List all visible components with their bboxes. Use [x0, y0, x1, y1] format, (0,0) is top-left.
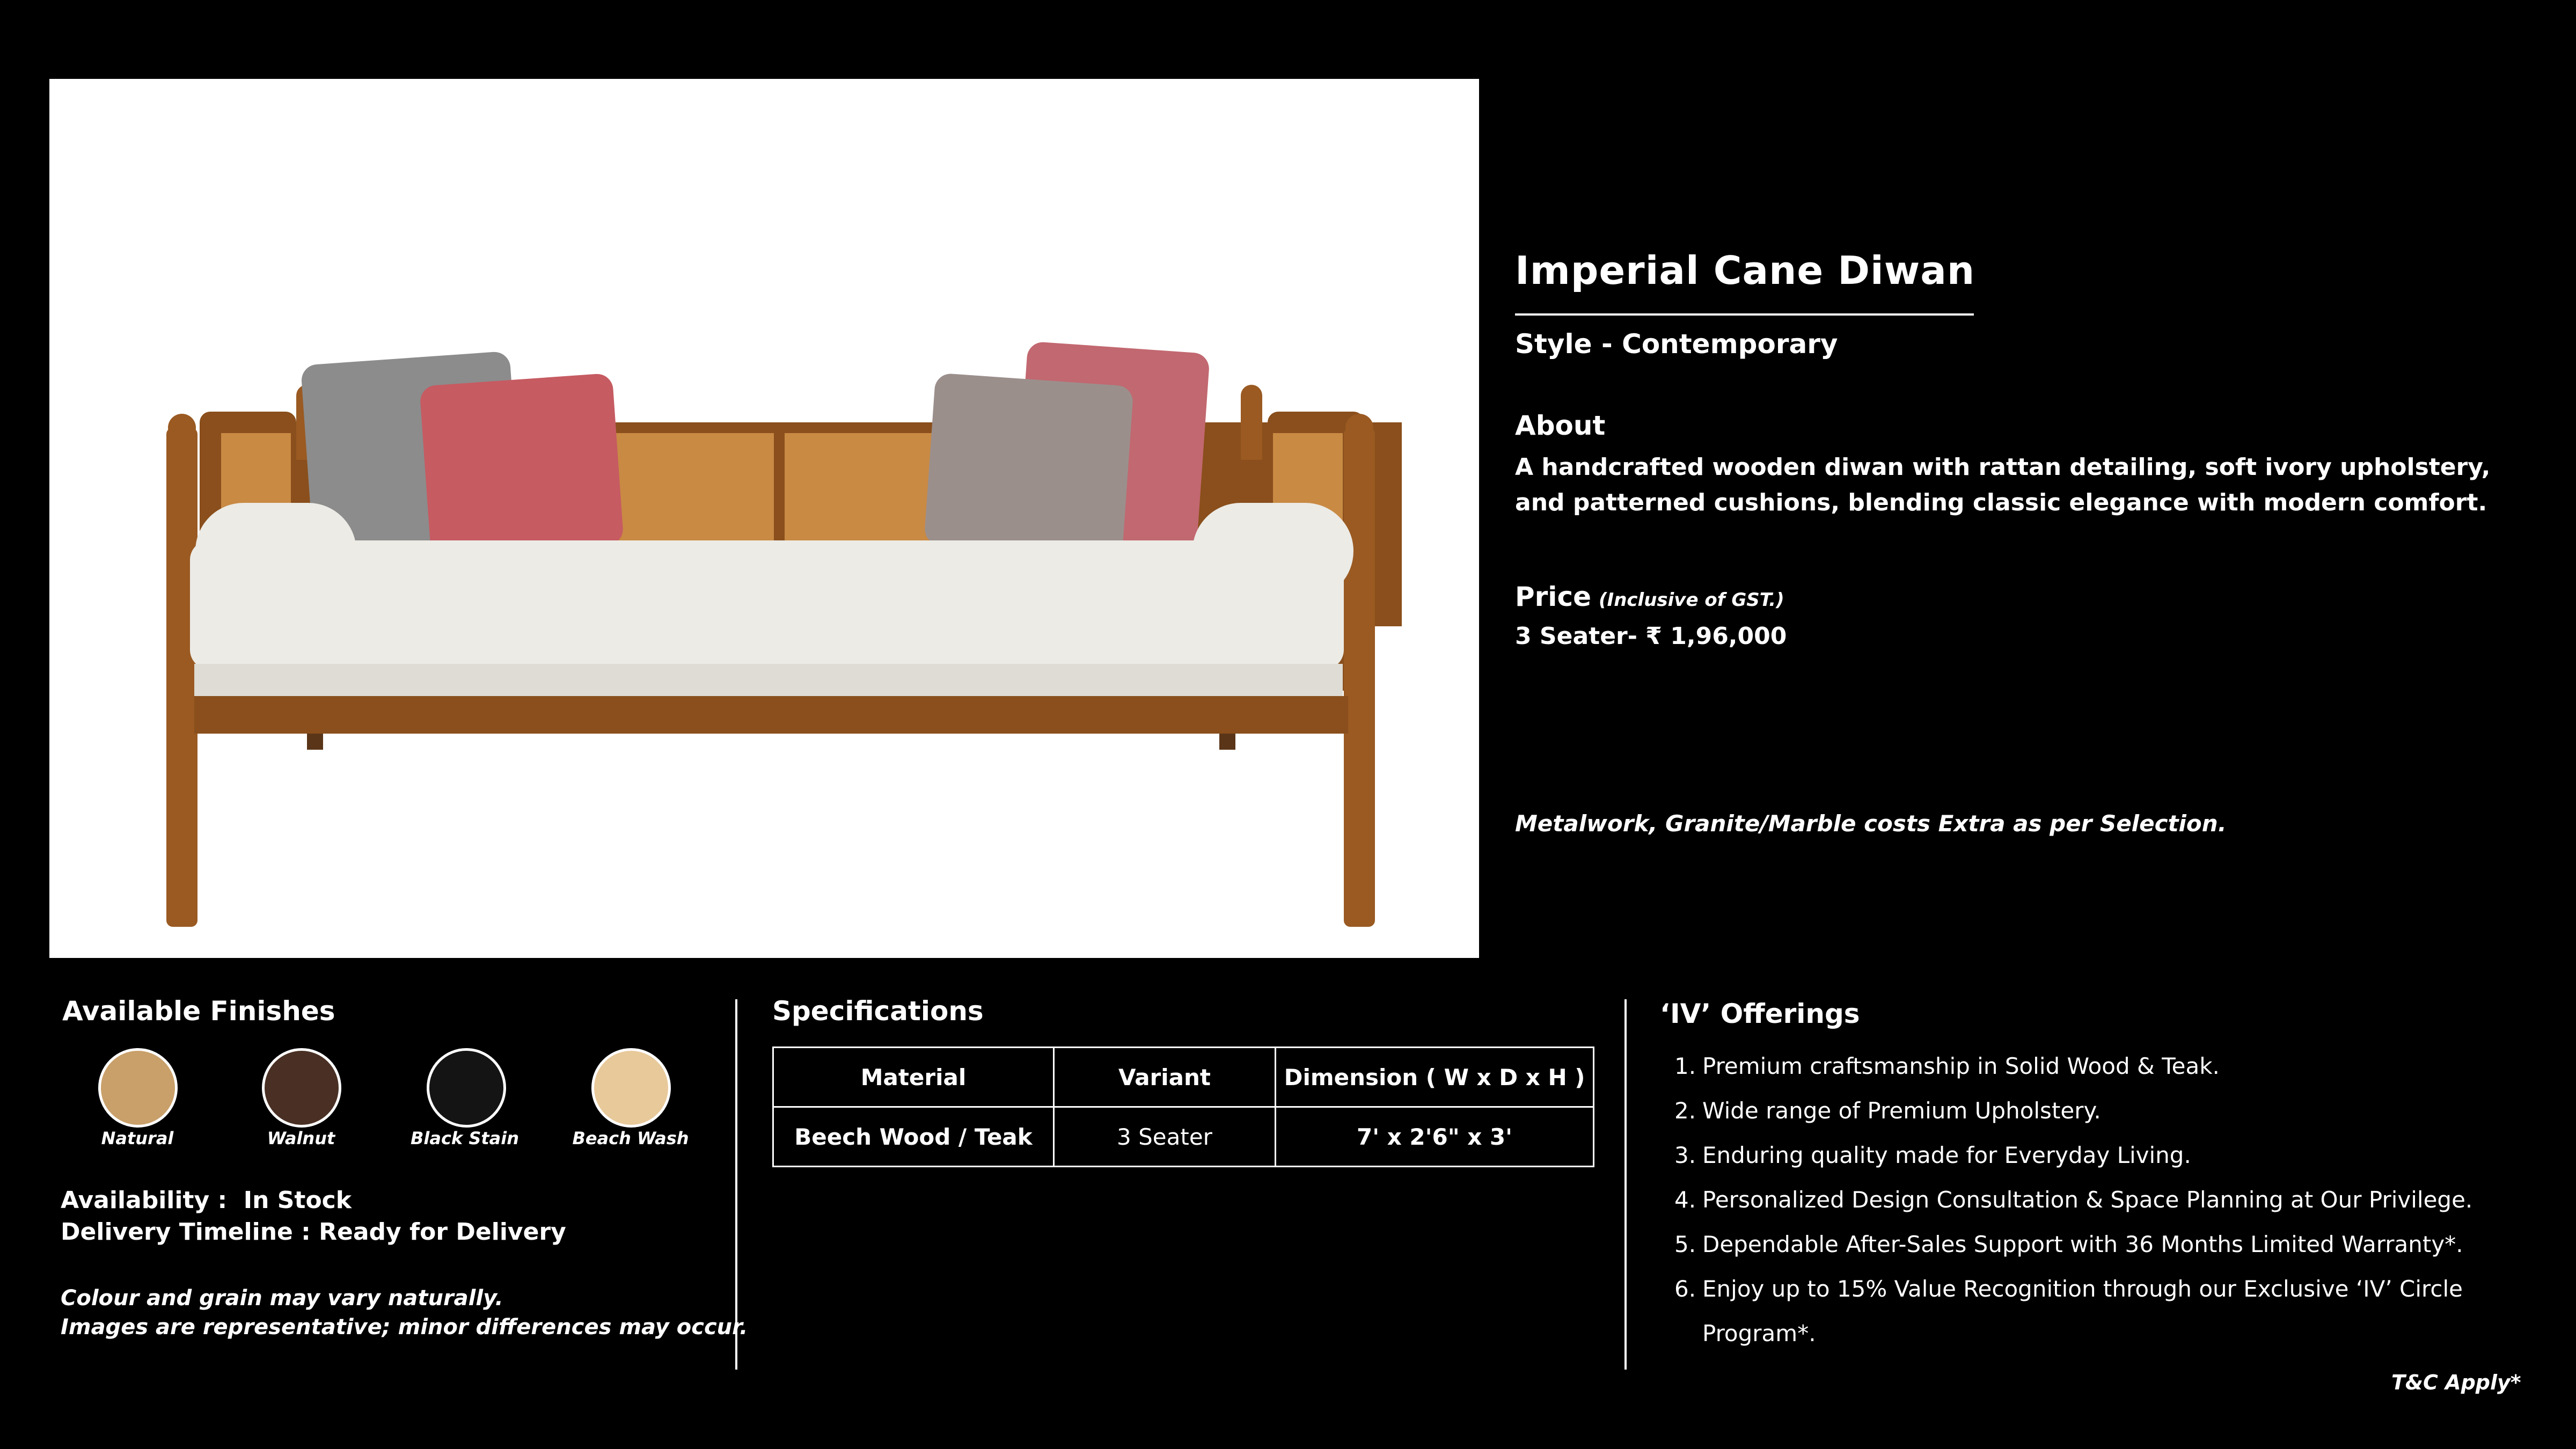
finishes-heading: Available Finishes: [62, 996, 335, 1027]
list-item: 6. Enjoy up to 15% Value Recognition through our Exclusive ‘IV’ Circle Program*.: [1674, 1267, 2533, 1356]
cell-dimension: 7' x 2'6" x 3': [1276, 1107, 1594, 1167]
offering-text: Premium craftsmanship in Solid Wood & Teak.: [1702, 1053, 2220, 1079]
about-text: A handcrafted wooden diwan with rattan detailing, soft ivory upholstery, and patterned cushions, blending classic elegance with modern comfort.: [1515, 453, 2491, 516]
grain-note: Colour and grain may vary naturally.: [61, 1286, 503, 1311]
list-item: 5. Dependable After-Sales Support with 36 Months Limited Warranty*.: [1674, 1222, 2533, 1267]
offering-text: Personalized Design Consultation & Space Planning at Our Privilege.: [1702, 1187, 2473, 1213]
finish-swatch-black-stain[interactable]: [427, 1048, 506, 1128]
delivery-timeline: Delivery Timeline : Ready for Delivery: [61, 1218, 566, 1246]
table-header-row: [773, 1048, 1594, 1107]
specifications-table: [772, 1046, 1594, 1167]
offerings-heading: ‘IV’ Offerings: [1660, 998, 1860, 1029]
about-heading: About: [1515, 410, 1606, 441]
extra-cost-note: Metalwork, Granite/Marble costs Extra as per Selection.: [1515, 810, 2227, 837]
finish-label: Black Stain: [410, 1128, 519, 1148]
availability-status: Availability : In Stock: [61, 1187, 352, 1214]
finish-label: Natural: [101, 1128, 174, 1148]
offering-text: Enduring quality made for Everyday Living.: [1702, 1142, 2191, 1168]
offering-text: Enjoy up to 15% Value Recognition through our Exclusive ‘IV’ Circle Program*.: [1702, 1276, 2463, 1346]
finish-label: Beach Wash: [572, 1128, 689, 1148]
title-underline: [1515, 313, 1974, 316]
specifications-heading: Specifications: [772, 996, 984, 1027]
section-divider: [735, 999, 737, 1370]
terms-note: T&C Apply*: [2391, 1371, 2521, 1394]
image-note: Images are representative; minor differences may occur.: [61, 1315, 748, 1340]
column-header-dimension: Dimension ( W x D x H ): [1276, 1048, 1594, 1107]
price-heading-label: Price: [1515, 581, 1591, 612]
product-image: [49, 79, 1479, 958]
cell-variant: 3 Seater: [1054, 1107, 1276, 1167]
list-item: 2. Wide range of Premium Upholstery.: [1674, 1088, 2533, 1133]
finish-swatch-natural[interactable]: [98, 1048, 178, 1128]
finish-label: Walnut: [267, 1128, 335, 1148]
cell-material: Beech Wood / Teak: [773, 1107, 1054, 1167]
column-header-variant: Variant: [1054, 1048, 1276, 1107]
offerings-list: [1674, 1044, 2533, 1356]
diwan-illustration: [49, 79, 1479, 958]
list-item: 1. Premium craftsmanship in Solid Wood & Teak.: [1674, 1044, 2533, 1088]
finish-swatch-walnut[interactable]: [262, 1048, 341, 1128]
offering-text: Wide range of Premium Upholstery.: [1702, 1097, 2101, 1124]
list-item: 4. Personalized Design Consultation & Space Planning at Our Privilege.: [1674, 1177, 2533, 1222]
column-header-material: Material: [773, 1048, 1054, 1107]
table-row: [773, 1107, 1594, 1167]
price-heading: [1515, 581, 1784, 612]
section-divider: [1624, 999, 1627, 1370]
price-gst-note: (Inclusive of GST.): [1599, 589, 1784, 611]
price-value: 3 Seater- ₹ 1,96,000: [1515, 623, 1787, 650]
list-item: 3. Enduring quality made for Everyday Living.: [1674, 1133, 2533, 1177]
product-title: Imperial Cane Diwan: [1515, 248, 1975, 293]
finish-swatch-beach-wash[interactable]: [591, 1048, 671, 1128]
offering-text: Dependable After-Sales Support with 36 Months Limited Warranty*.: [1702, 1231, 2463, 1257]
product-style: Style - Contemporary: [1515, 328, 1838, 360]
